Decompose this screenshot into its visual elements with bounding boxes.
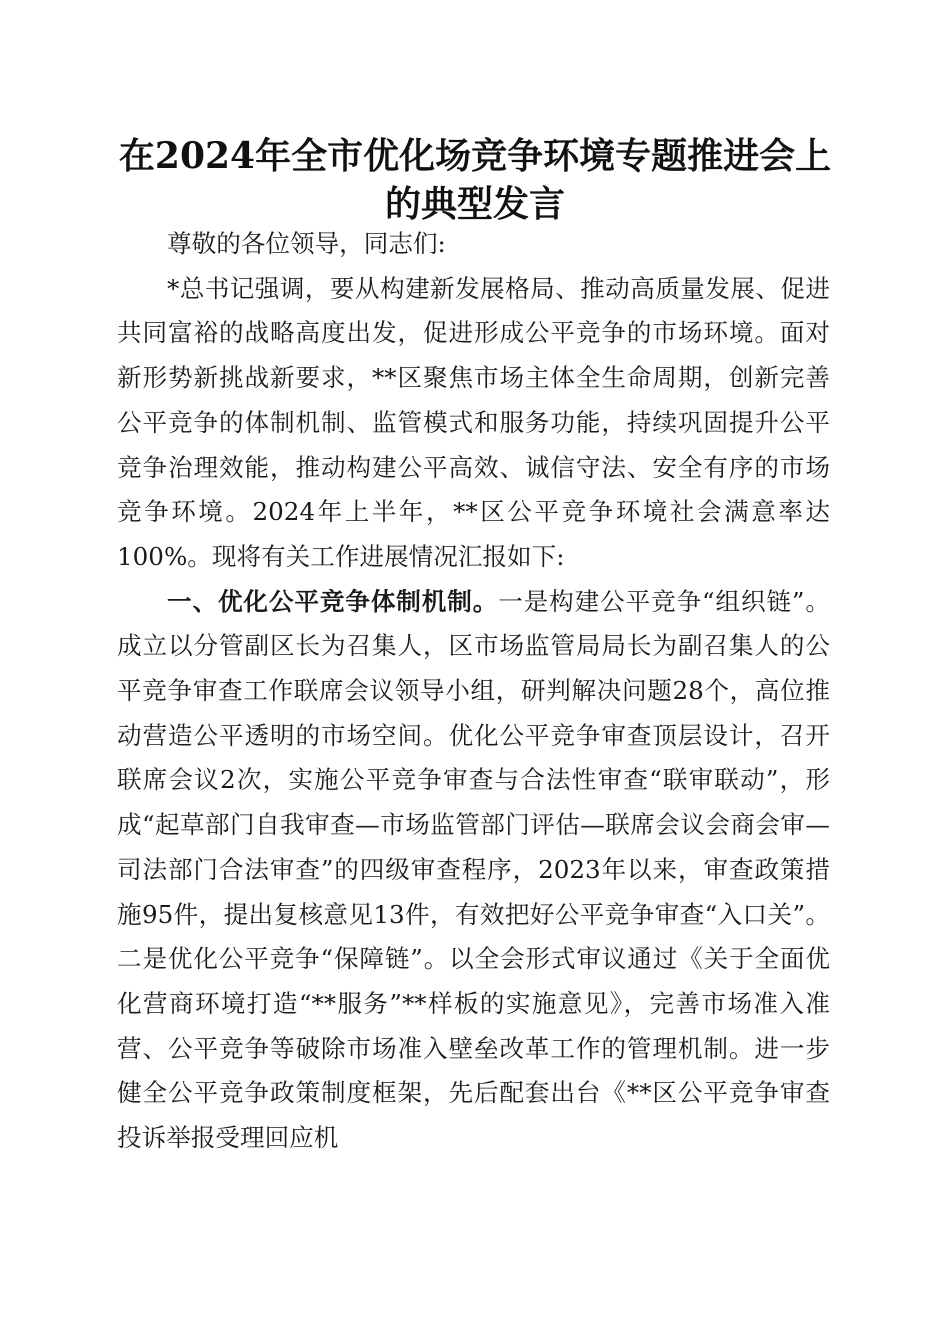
- paragraph-intro: *总书记强调，要从构建新发展格局、推动高质量发展、促进共同富裕的战略高度出发，促进形成公平竞争的市场环境。面对新形势新挑战新要求，**区聚焦市场主体全生命周期，创新完善公平竞争的体制机制、监管模式和服务功能，持续巩固提升公平竞争治理效能，推动构建公平高效、诚信守法、安全有序的市场竞争环境。2024年上半年，**区公平竞争环境社会满意率达100%。现将有关工作进展情况汇报如下:: [117, 273, 830, 571]
- title-line-2: 的典型发言: [384, 183, 565, 225]
- section-1-body: 一是构建公平竞争“组织链”。成立以分管副区长为召集人，区市场监管局局长为副召集人的公平竞争审查工作联席会议领导小组，研判解决问题28个，高位推动营造公平透明的市场空间。优化公平竞争审查顶层设计，召开联席会议2次，实施公平竞争审查与合法性审查“联审联动”，形成“起草部门自我审查—市场监管部门评估—联席会议会商会审—司法部门合法审查”的四级审查程序，2023年以来，审查政策措施95件，提出复核意见13件，有效把好公平竞争审查“入口关”。二是优化公平竞争“保障链”。以全会形式审议通过《关于全面优化营商环境打造“**服务”**样板的实施意见》，完善市场准入准营、公平竞争等破除市场准入壁垒改革工作的管理机制。进一步健全公平竞争政策制度框架，先后配套出台《**区公平竞争审查投诉举报受理回应机: [117, 586, 830, 1153]
- section-1-heading: 一、优化公平竞争体制机制。: [167, 586, 499, 616]
- document-title: [110, 132, 840, 228]
- paragraph-section-1: [117, 580, 830, 1161]
- greeting: 尊敬的各位领导，同志们:: [167, 229, 446, 258]
- title-line-1: 在2024年全市优化场竞争环境专题推进会上: [118, 135, 832, 177]
- document-body: [117, 222, 830, 1161]
